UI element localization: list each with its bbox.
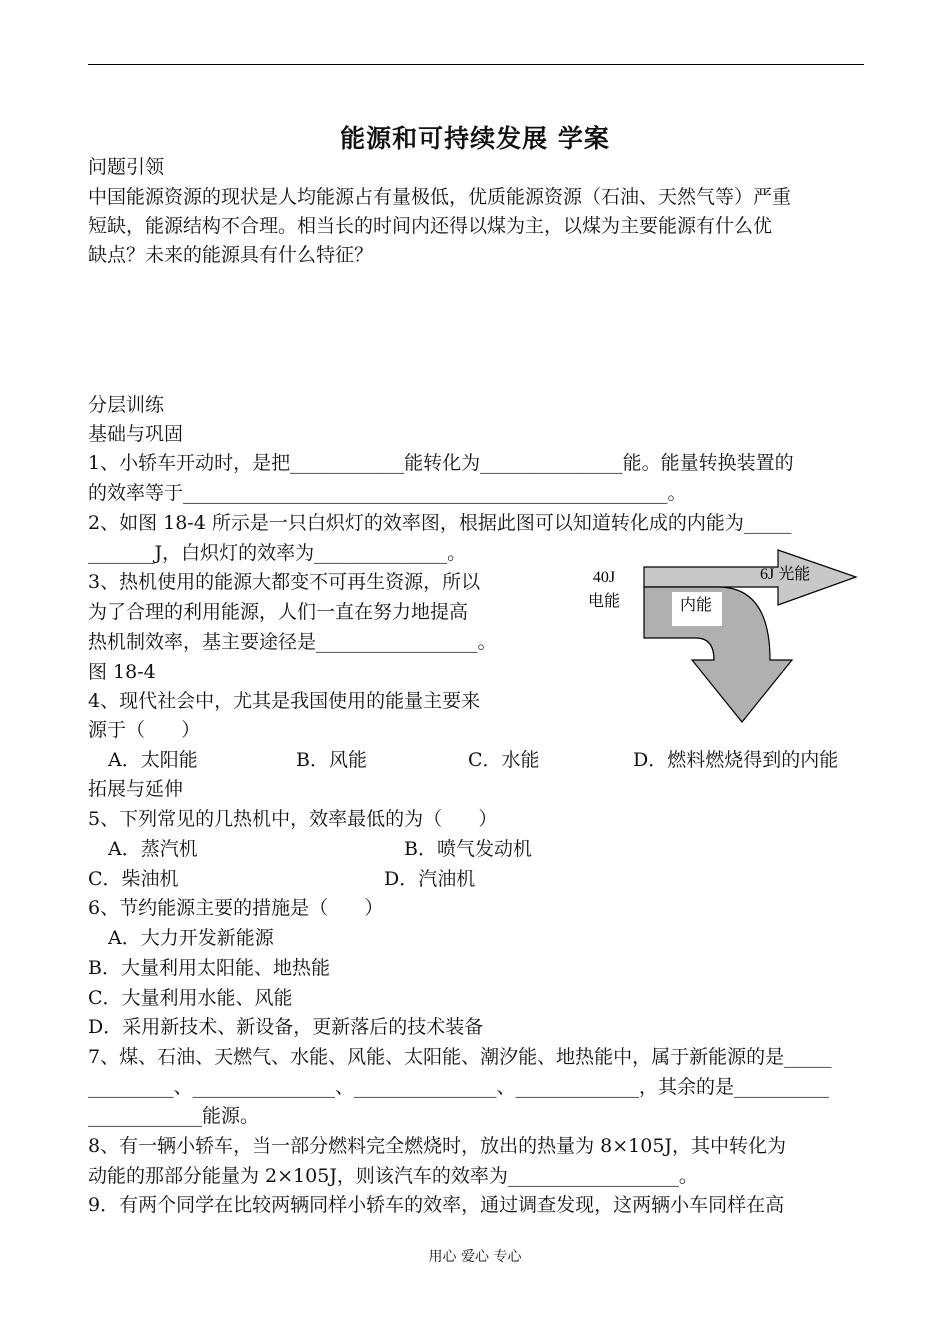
question-8-cont: 动能的那部分能量为 2×105J，则该汽车的效率为__________________。 bbox=[88, 1165, 698, 1187]
q5-option-d: D．汽油机 bbox=[384, 868, 476, 890]
question-7: 7、煤、石油、天燃气、水能、风能、太阳能、潮汐能、地热能中，属于新能源的是_____ bbox=[88, 1046, 832, 1068]
q6-option-b: B．大量利用太阳能、地热能 bbox=[88, 957, 330, 979]
question-4-cont: 源于（ ） bbox=[88, 719, 201, 741]
question-3-cont: 为了合理的利用能源，人们一直在努力地提高 bbox=[88, 601, 469, 623]
figure-caption: 图 18-4 bbox=[88, 661, 156, 683]
q4-option-b: B．风能 bbox=[296, 749, 367, 771]
question-3-cont: 热机制效率，基主要途径是_________________。 bbox=[88, 631, 497, 653]
input-energy-label: 电能 bbox=[587, 593, 621, 610]
intro-line: 缺点？未来的能源具有什么特征？ bbox=[88, 244, 374, 266]
q4-option-a: A．太阳能 bbox=[108, 749, 198, 771]
q5-option-c: C．柴油机 bbox=[88, 868, 179, 890]
question-2-cont: _______J，白炽灯的效率为______________。 bbox=[88, 542, 467, 564]
question-5: 5、下列常见的几热机中，效率最低的为（ ） bbox=[88, 808, 498, 830]
q4-option-c: C．水能 bbox=[468, 749, 540, 771]
footer-text: 用心 爱心 专心 bbox=[428, 1249, 522, 1265]
q6-option-a: A．大力开发新能源 bbox=[108, 927, 274, 949]
question-1-cont: 的效率等于___________________________________________________。 bbox=[88, 482, 687, 504]
intro-line: 短缺，能源结构不合理。相当长的时间内还得以煤为主，以煤为主要能源有什么优 bbox=[88, 215, 773, 237]
heat-energy-label: 内能 bbox=[680, 597, 713, 614]
question-8: 8、有一辆小轿车，当一部分燃料完全燃烧时，放出的热量为 8×105J，其中转化为 bbox=[88, 1135, 787, 1157]
question-2: 2、如图 18-4 所示是一只白炽灯的效率图，根据此图可以知道转化成的内能为_____ bbox=[88, 512, 792, 534]
question-6: 6、节约能源主要的措施是（ ） bbox=[88, 897, 384, 919]
question-4: 4、现代社会中，尤其是我国使用的能量主要来 bbox=[88, 690, 481, 712]
q4-option-d: D．燃料燃烧得到的内能 bbox=[633, 749, 839, 771]
question-9: 9．有两个同学在比较两辆同样小轿车的效率，通过调查发现，这两辆小车同样在高 bbox=[88, 1194, 785, 1216]
light-energy-label: 6J 光能 bbox=[760, 566, 811, 583]
q5-option-a: A．蒸汽机 bbox=[108, 838, 198, 860]
question-3: 3、热机使用的能源大都变不可再生资源，所以 bbox=[88, 571, 481, 593]
extend-heading: 拓展与延伸 bbox=[88, 778, 184, 800]
intro-heading: 问题引领 bbox=[88, 156, 165, 178]
basic-heading: 基础与巩固 bbox=[88, 423, 184, 445]
question-7-cont: ____________能源。 bbox=[88, 1105, 260, 1127]
page-title: 能源和可持续发展 学案 bbox=[340, 124, 610, 153]
q6-option-d: D．采用新技术、新设备，更新落后的技术装备 bbox=[88, 1016, 484, 1038]
intro-line: 中国能源资源的现状是人均能源占有量极低，优质能源资源（石油、天然气等）严重 bbox=[88, 186, 792, 208]
q5-option-b: B．喷气发动机 bbox=[404, 838, 532, 860]
input-value-label: 40J bbox=[592, 569, 616, 586]
question-7-cont: _________、_______________、_______________、_____________，其余的是__________ bbox=[88, 1076, 830, 1098]
training-heading: 分层训练 bbox=[88, 394, 165, 416]
energy-flow-diagram bbox=[578, 540, 868, 730]
header-rule bbox=[88, 64, 864, 65]
question-1: 1、小轿车开动时，是把____________能转化为_______________能。能量转换装置的 bbox=[88, 452, 794, 474]
q6-option-c: C．大量利用水能、风能 bbox=[88, 987, 293, 1009]
